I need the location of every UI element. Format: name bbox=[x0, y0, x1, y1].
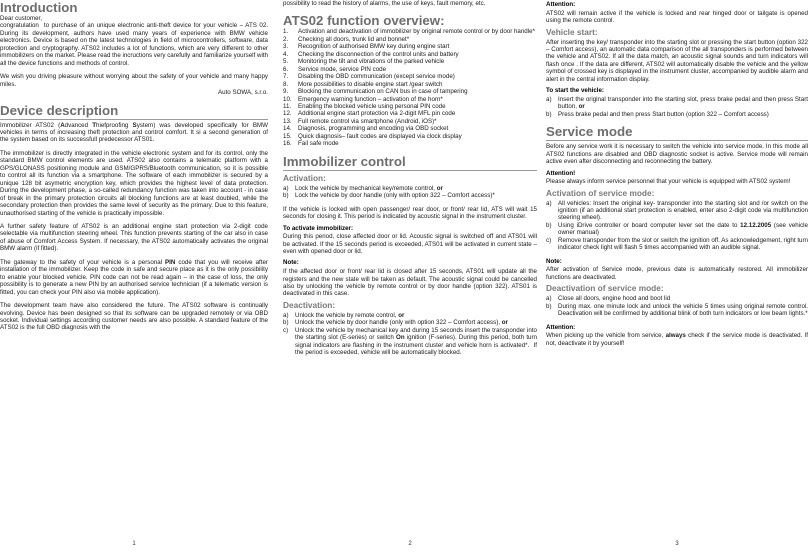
activation-list bbox=[283, 185, 537, 200]
item-text: Press brake pedal and then press Start button (option 322 – Comfort access) bbox=[558, 110, 769, 118]
page-number: 2 bbox=[408, 541, 412, 547]
item-number: 12. bbox=[283, 110, 292, 118]
overview-item bbox=[283, 66, 537, 73]
item-marker: a) bbox=[546, 199, 552, 207]
overview-item bbox=[283, 110, 537, 117]
item-text: All vehicles: Insert the original key- transponder into the starting slot and /or switch on the ignition (if an additional start protection is enabled, enter also 2-digit code via multifunction steering wheel). bbox=[558, 199, 808, 222]
page-2 bbox=[283, 0, 537, 557]
activation-paragraph: If the vehicle is locked with open passenger/ rear door, or front/ rear lid, ATS will wait 15 seconds for closing it. This period is indicated by acoustic signal in the instrument cluster. bbox=[283, 205, 537, 221]
item-text: Using iDrive controller or board computer lever set the date to 12.12.2005 (see vehicle owner manual) bbox=[558, 221, 808, 237]
item-number: 11. bbox=[283, 102, 292, 110]
item-text: Unlock the vehicle by remote control, or bbox=[295, 311, 405, 319]
attention-heading: Attention: bbox=[546, 1, 576, 8]
item-text: Blocking the communication on CAN bus in case of tampering bbox=[298, 88, 468, 96]
service-mode-heading: Service mode bbox=[546, 124, 808, 141]
activation-service-list bbox=[546, 200, 808, 252]
list-item bbox=[283, 312, 537, 319]
introduction-heading: Introduction bbox=[0, 0, 78, 15]
item-text: Insert the original transponder into the starting slot, press brake pedal and then press Start button, or bbox=[558, 95, 808, 111]
item-marker: a) bbox=[283, 184, 289, 192]
overview-item bbox=[283, 103, 537, 110]
item-text: Diagnosis, programming and encoding via OBD socket bbox=[298, 125, 449, 133]
item-text: Emergency warning function – activation of the horn* bbox=[298, 95, 443, 103]
deactivation-heading: Deactivation: bbox=[283, 299, 336, 310]
item-number: 4. bbox=[283, 50, 289, 58]
item-marker: b) bbox=[546, 110, 552, 118]
overview-item bbox=[283, 133, 537, 140]
deactivation-service-heading: Deactivation of service mode: bbox=[546, 283, 664, 294]
overview-item bbox=[283, 51, 537, 58]
item-text: Lock the vehicle by mechanical key/remote control, or bbox=[295, 184, 443, 192]
item-number: 13. bbox=[283, 117, 292, 125]
item-text: Recognition of authorised BMW key during engine start bbox=[298, 43, 450, 51]
item-marker: b) bbox=[546, 302, 552, 310]
function-overview-list bbox=[283, 28, 537, 147]
list-item bbox=[546, 111, 808, 118]
list-item bbox=[546, 96, 808, 111]
list-item bbox=[546, 237, 808, 252]
intro-body: congratulation to purchase of an unique electronic anti-theft device for your vehicle – ATS 02. During its development, authors have used many years of experience with BMW vehicle electronics. Device is based on the latest technologies in field of microcontrollers, software, data protection and cryptography. ATS02 includes a lot of functions, which are very different to other immobilizers on the market. Please read the incructions very carefully and familiarize yourself with all the device functions and methods of control. bbox=[0, 22, 268, 67]
overview-item bbox=[283, 140, 537, 147]
vehicle-start-heading: Vehicle start: bbox=[546, 26, 598, 37]
item-text: Fail safe mode bbox=[298, 140, 339, 148]
overview-item bbox=[283, 43, 537, 50]
item-text: Close all doors, engine hood and boot lid bbox=[558, 295, 671, 303]
list-item bbox=[546, 222, 808, 237]
item-number: 10. bbox=[283, 95, 292, 103]
item-text: Disabling the OBD communication (except service mode) bbox=[298, 73, 455, 81]
overview-item bbox=[283, 73, 537, 80]
item-number: 9. bbox=[283, 88, 289, 96]
attention-heading: Attention: bbox=[546, 323, 576, 331]
intro-paragraph bbox=[0, 15, 268, 67]
attention-heading: Attention! bbox=[546, 169, 576, 177]
activation-heading: Activation: bbox=[283, 172, 326, 183]
item-marker: c) bbox=[546, 236, 552, 244]
item-number: 2. bbox=[283, 35, 289, 43]
deactivation-list bbox=[283, 312, 537, 357]
item-text: Service mode, service PIN code bbox=[298, 65, 387, 73]
list-item bbox=[283, 185, 537, 192]
item-text: Unlock the vehicle by door handle (only with option 322 – Comfort access), or bbox=[295, 319, 508, 327]
item-text: Enabling the blocked vehicle using personal PIN code bbox=[298, 102, 446, 110]
item-number: 15. bbox=[283, 132, 292, 140]
page-number: 3 bbox=[675, 541, 679, 547]
service-paragraph: Before any service work it is necessary to switch the vehicle into service mode. In this mode all ATS02 functions are disabled and OBD diagnostic socket is active. Service mode will remain active even after disconnecting and reconnecting the battery. bbox=[546, 143, 808, 166]
overview-item bbox=[283, 96, 537, 103]
item-number: 5. bbox=[283, 58, 289, 66]
page-number: 1 bbox=[132, 541, 136, 547]
item-text: Unlock the vehicle by mechanical key and during 15 seconds insert the transponder into the starting slot (E-series) or switch On ignition (F-series). During this period, both turn signal indicators are flashing in the instrument cluster and vehicle horn is activated*. If the period is exceeded, vehicle will be automatically blocked. bbox=[295, 326, 537, 357]
overview-item bbox=[283, 28, 537, 35]
note-paragraph: If the affected door or front/ rear lid is closed after 15 seconds, ATS01 will update all the registers and the new state will be taken as default. The acoustic signal could be cancelled also by unlocking the vehicle by remote control or by door handle (option 322). ATS01 is deactivated in this case. bbox=[283, 268, 537, 298]
device-paragraph: The gateway to the safety of your vehicle is a personal PIN code that you will receive after installation of the immobilizer. Keep the code in safe and secure place as it is the only possibility to enable your blocked vehicle. PIN code can not be read again – in the case of loss, the only possibility is to generate a new PIN by an authorised service technician (if a telematic version is fitted, you can check your PIN also via mobile application). bbox=[0, 258, 268, 296]
item-text: Lock the vehicle by door handle (only with option 322 – Comfort access)* bbox=[295, 192, 495, 200]
item-marker: b) bbox=[283, 319, 289, 327]
device-description-heading: Device description bbox=[0, 103, 268, 120]
item-text: During max. one minute lock and unlock the vehicle 5 times using original remote control. Deactivation will be confirmed by additional blink of both turn indicators or low beam lights.* bbox=[558, 302, 808, 318]
immobilizer-control-heading: Immobilizer control bbox=[283, 154, 537, 171]
attention-paragraph: Please always inform service personnel that your vehicle is equipped with ATS02 system! bbox=[546, 178, 791, 186]
overview-item bbox=[283, 81, 537, 88]
item-text: Quick diagnosis– fault codes are displayed via clock display bbox=[298, 132, 462, 140]
item-marker: a) bbox=[546, 95, 552, 103]
signature: Auto SOWA, s.r.o. bbox=[218, 89, 268, 97]
list-item bbox=[546, 200, 808, 222]
page-3 bbox=[546, 0, 808, 557]
page-1 bbox=[0, 0, 268, 557]
item-number: 8. bbox=[283, 80, 289, 88]
note-heading: Note: bbox=[283, 259, 299, 267]
device-paragraph: A further safety feature of ATS02 is an additional engine start protection via 2-digit code selectable via multifunction steering wheel. This function prevents starting of the car also in case of abuse of Comfort Access System. If necessary, the ATS02 automatically activates the original BMW alarm (if fitted). bbox=[0, 222, 268, 253]
item-number: 6. bbox=[283, 65, 289, 73]
item-number: 14. bbox=[283, 125, 292, 133]
list-item bbox=[283, 327, 537, 357]
item-text: More possibilities to disable engine start /gear switch bbox=[298, 80, 443, 88]
device-paragraph: The development team have also considered the future. The ATS02 software is continually evolving. Device has been designed so that its software can be upgraded remotely or via OBD socket. Individual settings according customer needs are also possible. A standard feature of the ATS02 is the full OBD diagnosis with the bbox=[0, 302, 268, 332]
item-text: Monitoring the tilt and vibrations of the parked vehicle bbox=[298, 58, 445, 66]
device-paragraph: Immobilizer ATS02 (Advanced Thiefproofing System) was developed specifically for BMW vehicles in terms of increasing theft protection and control comfort. It si a second generation of the system based on its successfull predecessor ATS01. bbox=[0, 121, 268, 144]
item-number: 3. bbox=[283, 43, 289, 51]
item-number: 7. bbox=[283, 73, 289, 81]
note-paragraph: After activation of Service mode, previous date is automatically restored. All immobilizer functions are deactivated. bbox=[546, 266, 808, 281]
overview-item bbox=[283, 88, 537, 95]
overview-item bbox=[283, 125, 537, 132]
intro-wish: We wish you driving pleasure without worrying about the safety of your vehicle and many happy miles. bbox=[0, 73, 268, 88]
overview-item bbox=[283, 36, 537, 43]
list-item bbox=[546, 303, 808, 318]
item-marker: b) bbox=[283, 192, 289, 200]
note-heading: Note: bbox=[546, 257, 562, 265]
vehicle-start-paragraph: After inserting the key/ transponder into the starting slot or pressing the start button (option 322 – Comfort access), an automatic data comparison of the all transponders is performed between the vehicle and ATS02. If all the data match, an acoustic signal sounds and turn indicators will flash once . If the data are different, ATS02 will automatically disable the vehicle and the yellow symbol of crossed key is displayed in the instrument cluster, accompanied by audible alarm and alert in the central information display. bbox=[546, 38, 808, 83]
overview-item bbox=[283, 58, 537, 65]
item-text: Checking the disconnection of the control units and battery bbox=[298, 50, 459, 58]
item-marker: b) bbox=[546, 221, 552, 229]
list-item bbox=[283, 319, 537, 326]
intro-greeting: Dear customer, bbox=[0, 15, 42, 22]
item-text: Checking all doors, trunk lid and bonnet* bbox=[298, 35, 410, 43]
item-text: Remove transponder from the slot or switch the ignition off. As acknowledgement, right turn indicator check light will flash 5 times accompanied with an audible signal. bbox=[558, 236, 808, 252]
deactivation-service-list bbox=[546, 295, 808, 317]
list-item bbox=[283, 192, 537, 199]
item-marker: c) bbox=[283, 326, 289, 334]
list-item bbox=[546, 295, 808, 302]
continuation-text: possibility to read the history of alarms, the use of keys, fault memory, etc. bbox=[283, 0, 486, 7]
to-start-list bbox=[546, 96, 808, 118]
device-paragraph: The immobilizer is directly integrated in the vehicle electronic system and for its control, only the standard BMW control elements are used. ATS02 also contains a telematic platform with a GPS/GLONASS positioning module and GSM/GPRS/Bluetooth communication, so it is possible to control all its function via a smartphone. The software of each immobilizer is secured by a unique 128 bit asymetric encryption key, which provides the highest level of data protection. During the development phase, a so-called redundancy function was taken into account - in case of break in the primary protection circuits all blocking functions are at least doubled, while the secondary protection then provides the same level of security as the primary. Due to this feature, unauthorised starting of the vehicle is practically impossible. bbox=[0, 149, 268, 217]
item-marker: a) bbox=[283, 311, 289, 319]
to-activate-heading: To activate immobilizer: bbox=[283, 224, 354, 232]
overview-item bbox=[283, 118, 537, 125]
item-text: Activation and deactivation of immobilizer by original remote control or by door handle* bbox=[298, 28, 535, 36]
attention-paragraph: ATS02 will remain active if the vehicle is locked and rear hinged door or tailgate is opened using the remote control. bbox=[546, 9, 808, 25]
attention-paragraph: When picking up the vehicle from service, always check if the service mode is deactivated. If not, deactivate it by yourself! bbox=[546, 332, 808, 347]
to-activate-paragraph: During this period, close affected door or lid. Acoustic signal is switched off and ATS01 will be activated. If the 15 seconds period is exceeded, ATS01 will be activated in current state – even with opened door or lid. bbox=[283, 233, 537, 256]
activation-service-heading: Activation of service mode: bbox=[546, 187, 655, 198]
item-marker: a) bbox=[546, 295, 552, 303]
item-number: 1. bbox=[283, 28, 289, 36]
item-text: Additional engine start protection via 2-digit MFL pin code bbox=[298, 110, 456, 118]
function-overview-heading: ATS02 function overview: bbox=[283, 13, 445, 29]
to-start-heading: To start the vehicle: bbox=[546, 87, 604, 95]
item-text: Full remote control via smartphone (Android, iOS)* bbox=[298, 117, 437, 125]
item-number: 16. bbox=[283, 140, 292, 148]
